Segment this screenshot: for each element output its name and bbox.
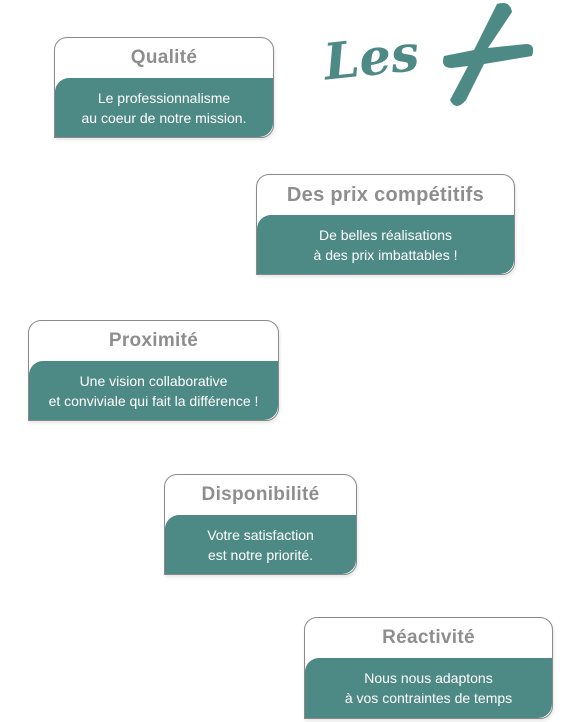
plus-icon [443,3,533,106]
card-reactivite [304,617,553,719]
card-proximite [28,320,279,421]
card-line: De belles réalisations [318,226,453,243]
card-qualite [54,37,274,138]
les-plus-logo [320,0,560,120]
card-line: Le professionnalisme [97,89,231,106]
card-body [305,658,552,718]
card-line: et conviviale qui fait la différence ! [48,392,259,409]
card-line: à vos contraintes de temps [344,690,513,706]
card-title: Disponibilité [201,484,320,505]
card-title: Qualité [130,47,198,68]
card-line: est notre priorité. [207,546,314,563]
card-line: Nous nous adaptons [364,670,493,686]
les-plus-graphic [320,0,560,120]
card-title: Des prix compétitifs [286,184,485,206]
card-title: Réactivité [382,627,475,648]
card-body [165,515,356,574]
card-line: au coeur de notre mission. [81,109,247,126]
les-text: Les [320,22,422,92]
card-body [29,361,278,420]
card-title: Proximité [108,330,199,351]
card-disponibilite [164,474,357,575]
card-body [55,78,273,137]
card-prix-competitifs [256,174,515,275]
card-body [257,215,514,274]
card-line: Une vision collaborative [79,372,228,389]
card-line: à des prix imbattables ! [313,246,458,263]
card-line: Votre satisfaction [207,526,314,543]
